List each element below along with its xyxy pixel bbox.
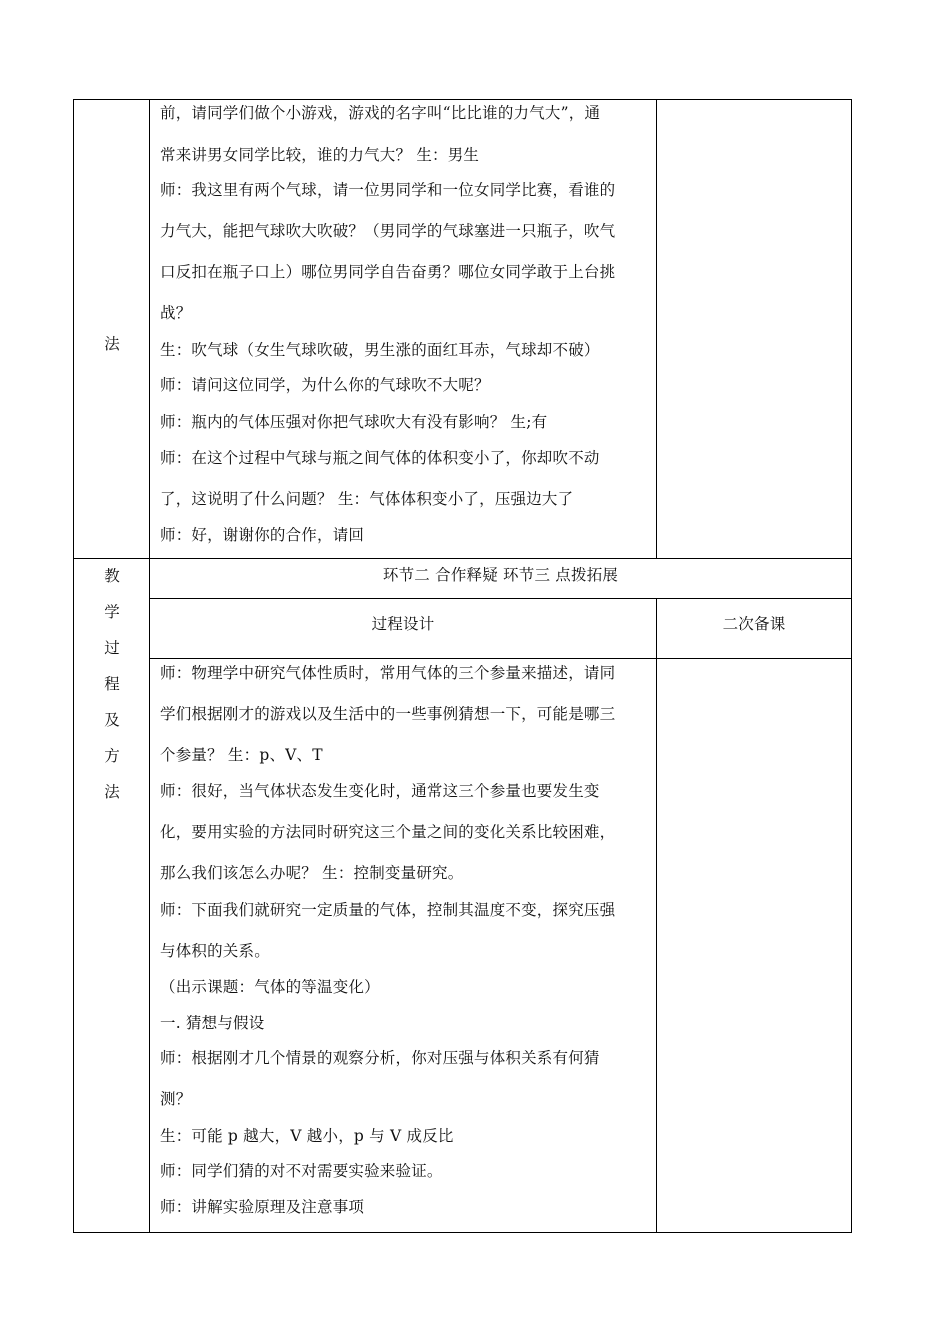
text-line: 前，请同学们做个小游戏，游戏的名字叫“比比谁的力气大”，通 [160, 104, 601, 122]
stage-header-divider [149, 598, 852, 599]
text-line: 师：瓶内的气体压强对你把气球吹大有没有影响？ 生;有 [160, 413, 548, 431]
text-line: 力气大，能把气球吹大吹破？（男同学的气球塞进一只瓶子，吹气 [160, 222, 616, 240]
text-line: 一. 猜想与假设 [160, 1014, 265, 1032]
section-divider [73, 558, 852, 559]
text-line: 学们根据刚才的游戏以及生活中的一些事例猜想一下，可能是哪三 [160, 705, 616, 723]
label-column-divider [149, 99, 150, 1233]
table-left-border [73, 99, 74, 1233]
label-char: 程 [104, 675, 120, 693]
label-char: 及 [104, 711, 120, 729]
label-char: 法 [104, 783, 120, 801]
label-char: 学 [104, 603, 120, 621]
text-line: （出示课题：气体的等温变化） [160, 978, 380, 996]
text-line: 生：可能 p 越大，V 越小，p 与 V 成反比 [160, 1127, 454, 1145]
text-line: 与体积的关系。 [160, 942, 270, 960]
text-line: 师：好，谢谢你的合作，请回 [160, 526, 365, 544]
prep-column-divider-lower [656, 598, 657, 1233]
prep-column-divider-upper [656, 99, 657, 559]
text-line: 个参量？ 生：p、V、T [160, 746, 323, 764]
text-line: 师：请问这位同学，为什么你的气球吹不大呢？ [160, 376, 490, 394]
stage-header: 环节二 合作释疑 环节三 点拨拓展 [382, 566, 619, 584]
text-line: 师：讲解实验原理及注意事项 [160, 1198, 365, 1216]
section1-left-label: 法 [104, 335, 120, 353]
label-char: 方 [104, 747, 120, 765]
table-top-border [73, 99, 852, 100]
text-line: 口反扣在瓶子口上）哪位男同学自告奋勇？哪位女同学敢于上台挑 [160, 263, 616, 281]
text-line: 师：我这里有两个气球，请一位男同学和一位女同学比赛，看谁的 [160, 181, 616, 199]
text-line: 常来讲男女同学比较，谁的力气大？ 生：男生 [160, 146, 480, 164]
text-line: 师：根据刚才几个情景的观察分析，你对压强与体积关系有何猜 [160, 1049, 600, 1067]
column-header-divider [149, 658, 852, 659]
text-line: 了，这说明了什么问题？ 生：气体体积变小了，压强边大了 [160, 490, 574, 508]
text-line: 那么我们该怎么办呢？ 生：控制变量研究。 [160, 864, 464, 882]
text-line: 师：很好，当气体状态发生变化时，通常这三个参量也要发生变 [160, 782, 600, 800]
text-line: 师：下面我们就研究一定质量的气体，控制其温度不变，探究压强 [160, 901, 616, 919]
text-line: 化，要用实验的方法同时研究这三个量之间的变化关系比较困难， [160, 823, 616, 841]
table-bottom-border [73, 1232, 852, 1233]
text-line: 师：物理学中研究气体性质时，常用气体的三个参量来描述，请同 [160, 664, 616, 682]
text-line: 战？ [160, 304, 192, 322]
label-char: 教 [104, 567, 120, 585]
label-char: 过 [104, 639, 120, 657]
table-right-border [851, 99, 852, 1233]
column-header-process: 过程设计 [371, 615, 435, 633]
text-line: 测？ [160, 1090, 192, 1108]
column-header-prep: 二次备课 [722, 615, 786, 633]
text-line: 生：吹气球（女生气球吹破，男生涨的面红耳赤，气球却不破） [160, 341, 600, 359]
text-line: 师：同学们猜的对不对需要实验来验证。 [160, 1162, 443, 1180]
text-line: 师：在这个过程中气球与瓶之间气体的体积变小了，你却吹不动 [160, 449, 600, 467]
